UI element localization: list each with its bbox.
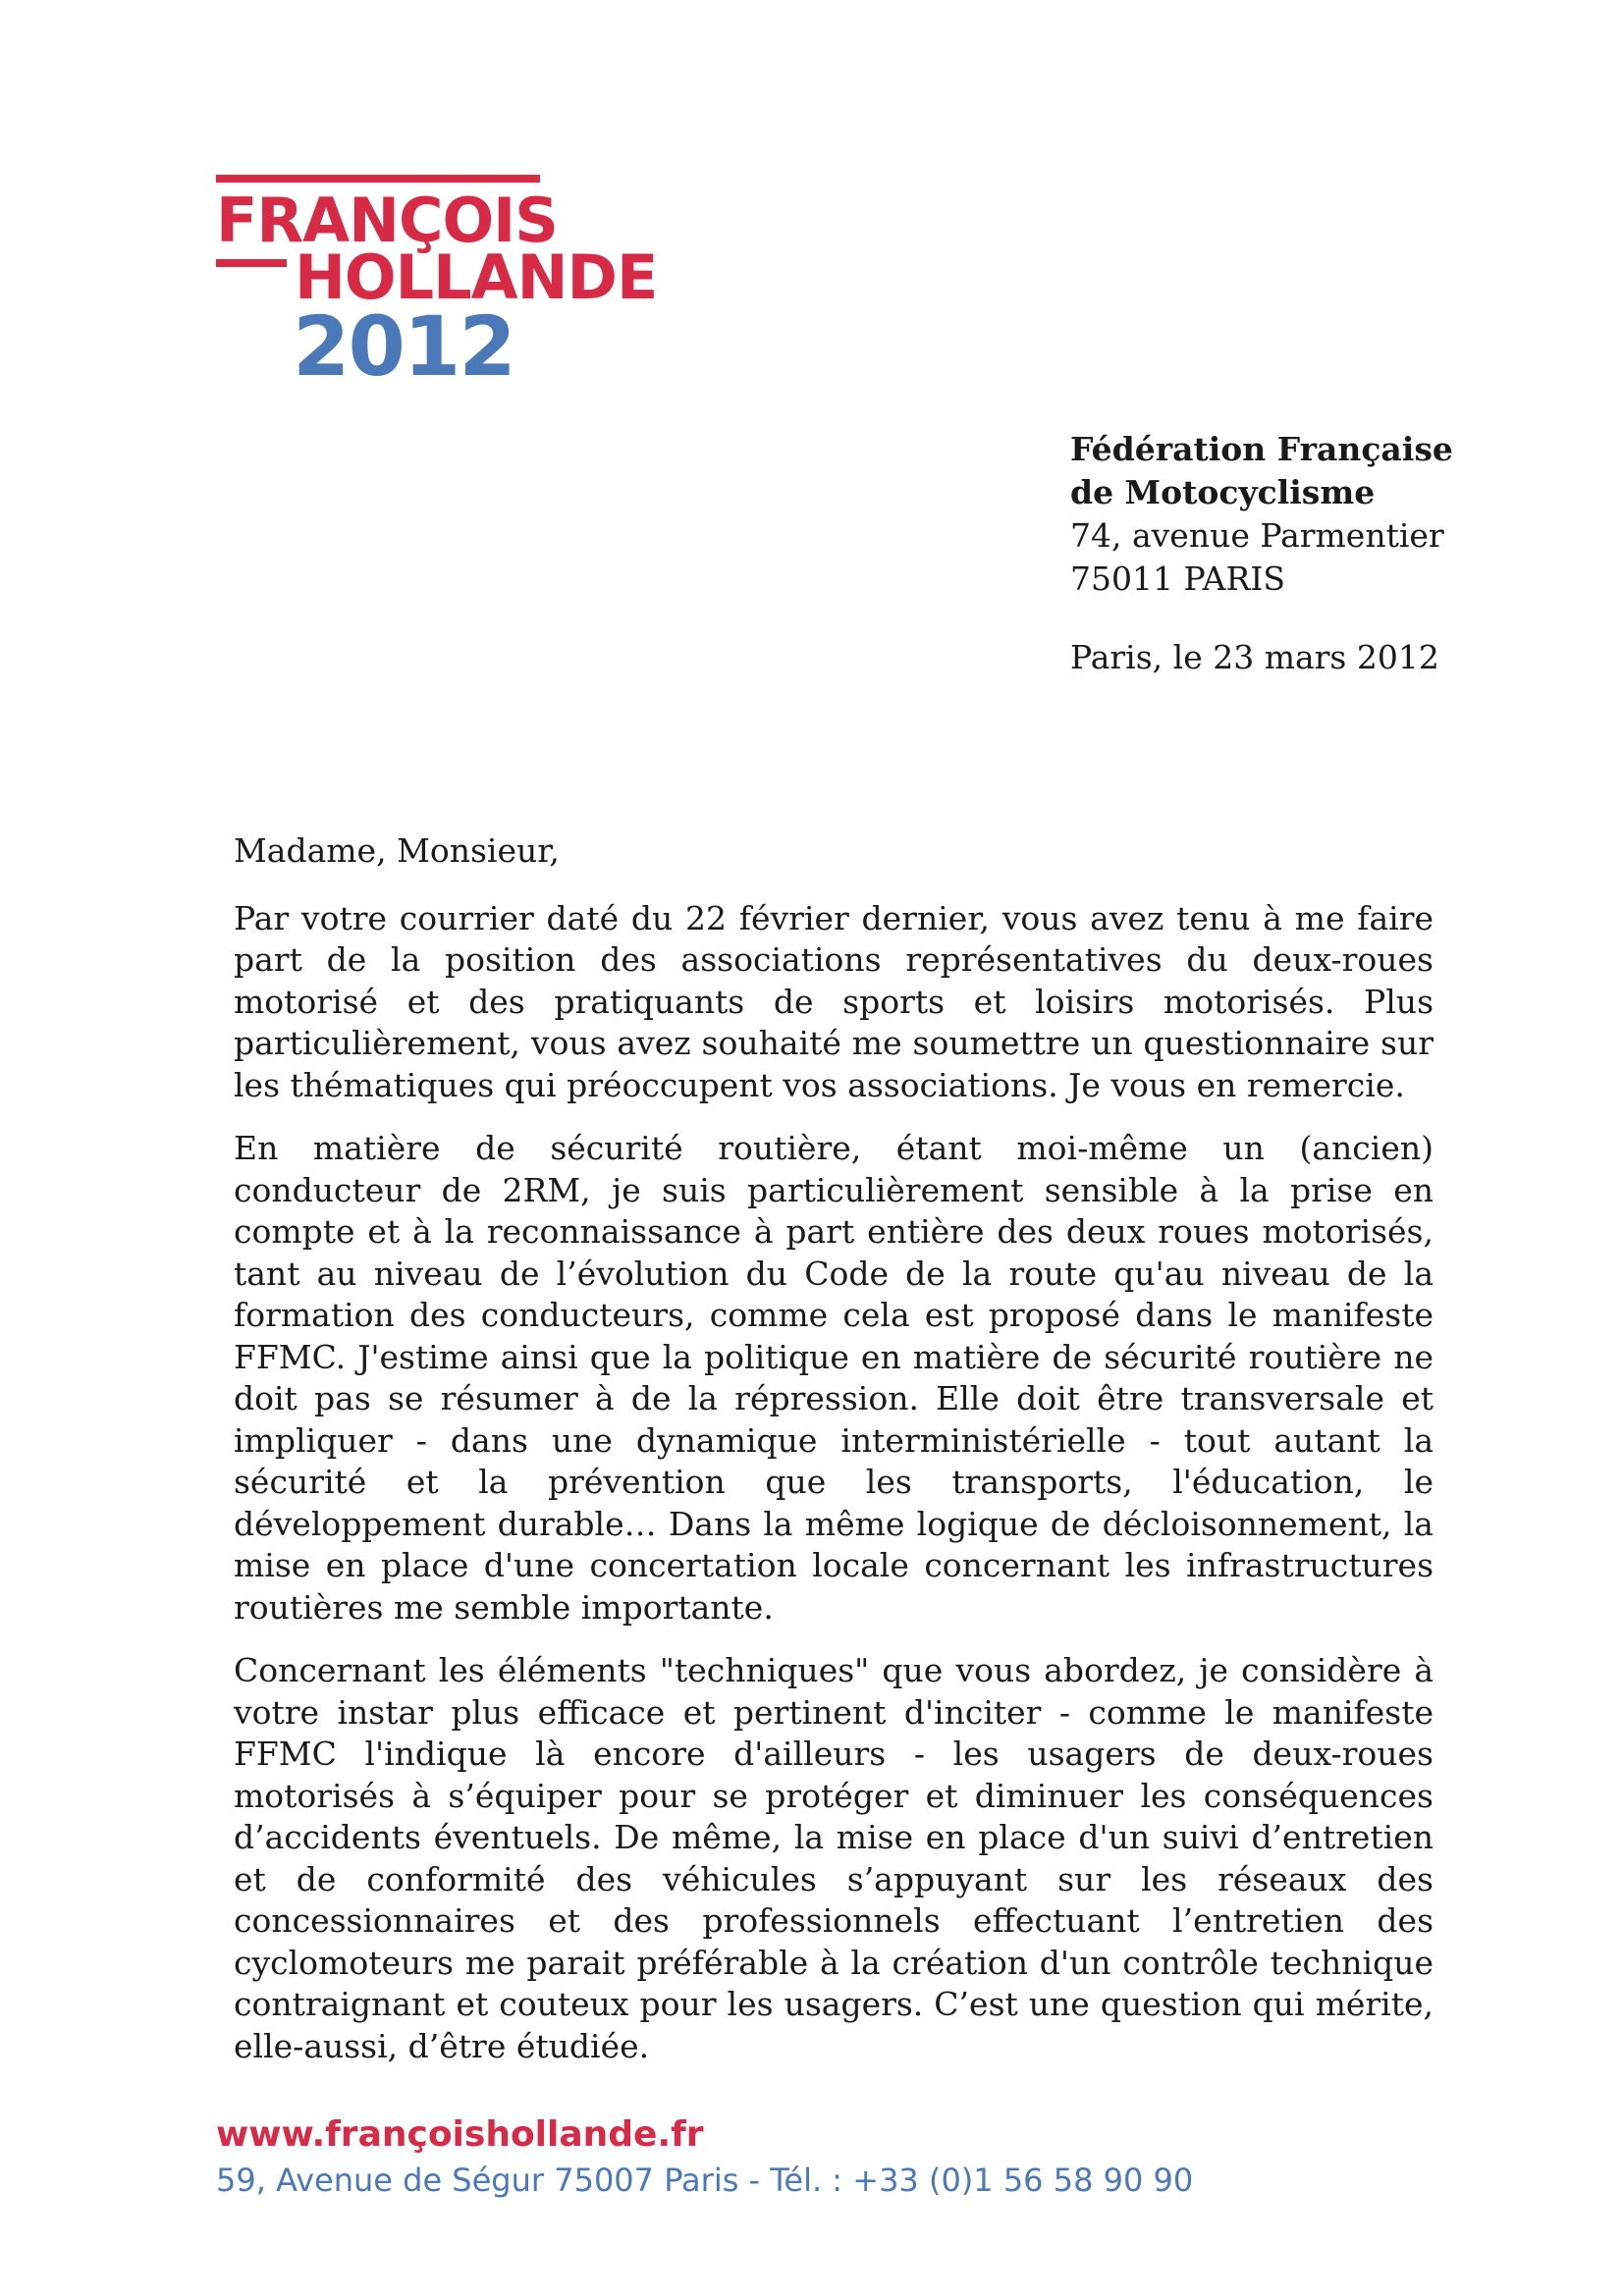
letter-body <box>234 830 1434 2089</box>
recipient-address-block <box>1070 428 1561 601</box>
logo-middle-bar <box>216 259 287 267</box>
recipient-name-line1: Fédération Française <box>1070 430 1453 468</box>
letter-date: Paris, le 23 mars 2012 <box>1070 638 1439 676</box>
letter-salutation: Madame, Monsieur, <box>234 831 560 870</box>
campaign-logo <box>216 175 668 400</box>
letter-paragraph-2: En matière de sécurité routière, étant moi-même un (ancien) conducteur de 2RM, je suis particulièrement sensible à la prise en compte et à la reconnaissance à part entière des deux roues motorisés, tant au niveau de l’évolution du Code de la route qu'au niveau de la formation des conducteurs, comme cela est proposé dans le manifeste FFMC. J'estime ainsi que la politique en matière de sécurité routière ne doit pas se résumer à de la répression. Elle doit être transversale et impliquer - dans une dynamique interministérielle - tout autant la sécurité et la prévention que les transports, l'éducation, le développement durable… Dans la même logique de décloisonnement, la mise en place d'une concertation locale concernant les infrastructures routières me semble importante. <box>234 1129 1434 1627</box>
letter-paragraph-3: Concernant les éléments "techniques" que vous abordez, je considère à votre instar plus efficace et pertinent d'inciter - comme le manifeste FFMC l'indique là encore d'ailleurs - les usagers de deux-roues motorisés à s’équiper pour se protéger et diminuer les conséquences d’accidents éventuels. De même, la mise en place d'un suivi d’entretien et de conformité des véhicules s’appuyant sur les réseaux des concessionnaires et des professionnels effectuant l’entretien des cyclomoteurs me parait préférable à la création d'un contrôle technique contraignant et couteux pour les usagers. C’est une question qui mérite, elle-aussi, d’être étudiée. <box>234 1651 1434 2065</box>
letter-paragraph-1: Par votre courrier daté du 22 février dernier, vous avez tenu à me faire part de la position des associations représentatives du deux-roues motorisé et des pratiquants de sports et loisirs motorisés. Plus particulièrement, vous avez souhaité me soumettre un questionnaire sur les thématiques qui préoccupent vos associations. Je vous en remercie. <box>234 898 1434 1104</box>
footer-address: 59, Avenue de Ségur 75007 Paris - Tél. : +33 (0)1 56 58 90 90 <box>216 2162 1194 2199</box>
recipient-name-line2: de Motocyclisme <box>1070 473 1376 511</box>
logo-top-bar <box>216 175 540 183</box>
letter-footer <box>216 2112 1193 2203</box>
logo-first-name: FRANÇOIS <box>216 185 558 256</box>
recipient-street: 74, avenue Parmentier <box>1070 516 1444 555</box>
footer-website-link[interactable]: www.françoishollande.fr <box>216 2114 704 2155</box>
logo-year: 2012 <box>293 298 514 395</box>
logo-last-name: HOLLANDE <box>295 241 658 313</box>
recipient-city: 75011 PARIS <box>1070 560 1285 598</box>
